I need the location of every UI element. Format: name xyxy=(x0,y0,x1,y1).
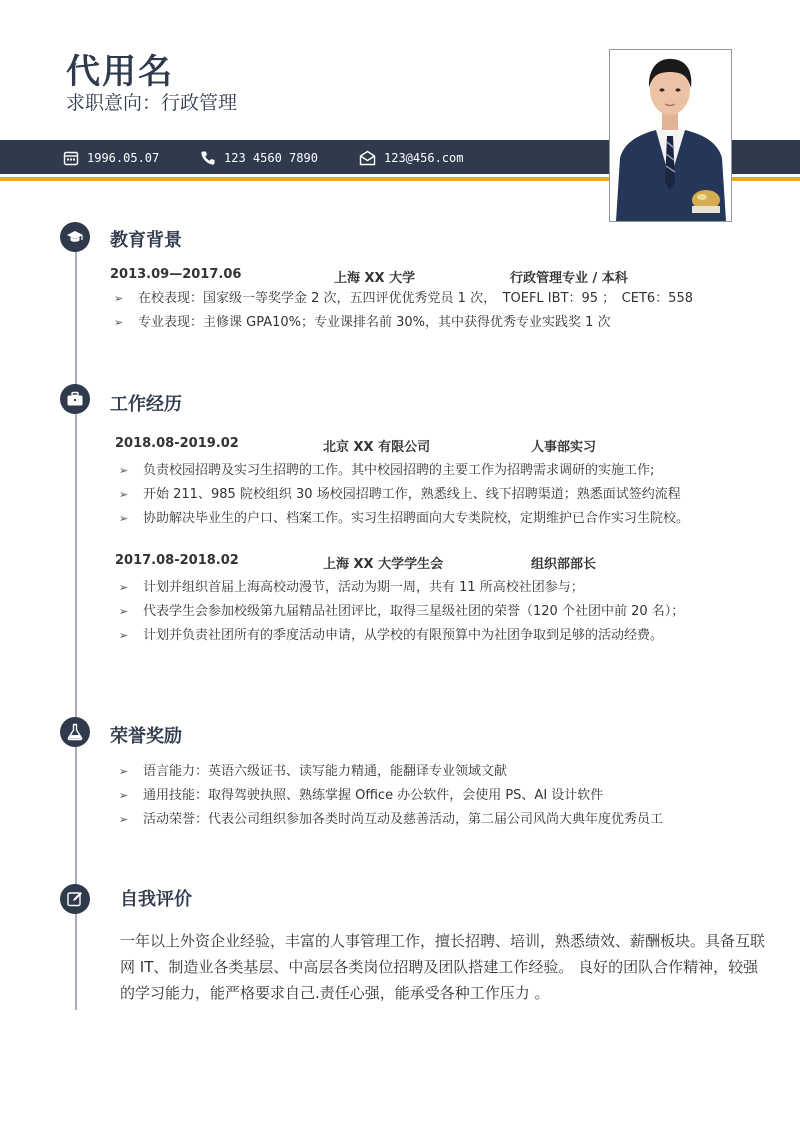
flask-icon xyxy=(66,723,84,741)
awards-list xyxy=(115,760,663,832)
job-row xyxy=(115,436,596,455)
education-row xyxy=(110,267,628,286)
education-school: 上海 XX 大学 xyxy=(334,271,416,286)
job-intent: 求职意向：行政管理 xyxy=(66,92,238,114)
list-item: ➢ 计划并负责社团所有的季度活动申请，从学校的有限预算中为社团争取到足够的活动经费。 xyxy=(115,624,684,648)
arrow-bullet-icon: ➢ xyxy=(114,292,124,305)
job-1-list xyxy=(115,459,689,531)
graduation-cap-icon xyxy=(66,228,84,246)
section-title-awards: 荣誉奖励 xyxy=(110,726,182,747)
arrow-bullet-icon: ➢ xyxy=(119,629,129,642)
arrow-bullet-icon: ➢ xyxy=(119,512,129,525)
job-row xyxy=(115,553,596,572)
job-role: 人事部实习 xyxy=(531,440,597,455)
arrow-bullet-icon: ➢ xyxy=(119,464,129,477)
job-2-list xyxy=(115,576,684,648)
briefcase-icon xyxy=(66,390,84,408)
section-title-education: 教育背景 xyxy=(110,230,182,251)
arrow-bullet-icon: ➢ xyxy=(119,765,129,778)
education-major: 行政管理专业 / 本科 xyxy=(510,271,628,286)
section-title-self: 自我评价 xyxy=(120,889,192,910)
list-item: ➢ 活动荣誉：代表公司组织参加各类时尚互动及慈善活动，第二届公司风尚大典年度优秀员工 xyxy=(115,808,663,832)
email-text: 123@456.com xyxy=(384,151,464,165)
self-evaluation-text: 一年以上外资企业经验，丰富的人事管理工作，擅长招聘、培训，熟悉绩效、薪酬板块。具备互联网 IT、制造业各类基层、中高层各类岗位招聘及团队搭建工作经验。 良好的团队合作精神，较强的学习能力，能严格要求自己.责任心强，能承受各种工作压力 。 xyxy=(120,932,766,1002)
mail-icon xyxy=(359,150,376,166)
profile-photo xyxy=(609,49,732,222)
arrow-bullet-icon: ➢ xyxy=(114,316,124,329)
birthdate-text: 1996.05.07 xyxy=(87,151,160,165)
list-item: ➢ 在校表现：国家级一等奖学金 2 次，五四评优优秀党员 1 次， TOEFL IBT：95 ； CET6：558 xyxy=(110,287,693,311)
list-item: ➢ 开始 211、985 院校组织 30 场校园招聘工作，熟悉线上、线下招聘渠道；熟悉面试签约流程 xyxy=(115,483,689,507)
list-item: ➢ 语言能力：英语六级证书、读写能力精通，能翻译专业领域文献 xyxy=(115,760,663,784)
arrow-bullet-icon: ➢ xyxy=(119,813,129,826)
edit-icon xyxy=(66,890,84,908)
awards-node xyxy=(60,717,90,747)
phone-text: 123 4560 7890 xyxy=(224,151,318,165)
phone-icon xyxy=(200,150,216,166)
list-item: ➢ 专业表现：主修课 GPA10%；专业课排名前 30%，其中获得优秀专业实践奖 1 次 xyxy=(110,311,693,335)
contact-birthdate xyxy=(63,149,159,167)
contact-phone xyxy=(200,149,318,167)
education-date: 2013.09—2017.06 xyxy=(110,267,242,282)
calendar-icon xyxy=(63,150,79,166)
arrow-bullet-icon: ➢ xyxy=(119,789,129,802)
list-item: ➢ 计划并组织首届上海高校动漫节，活动为期一周，共有 11 所高校社团参与； xyxy=(115,576,684,600)
section-title-work: 工作经历 xyxy=(110,394,182,415)
list-item: ➢ 负责校园招聘及实习生招聘的工作。其中校园招聘的主要工作为招聘需求调研的实施工作; xyxy=(115,459,689,483)
education-list xyxy=(110,287,693,335)
job-org: 北京 XX 有限公司 xyxy=(323,440,431,455)
arrow-bullet-icon: ➢ xyxy=(119,488,129,501)
self-eval-node xyxy=(60,884,90,914)
list-item: ➢ 协助解决毕业生的户口、档案工作。实习生招聘面向大专类院校，定期维护已合作实习生院校。 xyxy=(115,507,689,531)
candidate-name: 代用名 xyxy=(66,52,174,92)
job-role: 组织部部长 xyxy=(531,557,597,572)
contact-email xyxy=(359,149,463,167)
arrow-bullet-icon: ➢ xyxy=(119,581,129,594)
job-date: 2017.08-2018.02 xyxy=(115,553,239,568)
job-org: 上海 XX 大学学生会 xyxy=(323,557,444,572)
list-item: ➢ 通用技能：取得驾驶执照、熟练掌握 Office 办公软件，会使用 PS、AI 设计软件 xyxy=(115,784,663,808)
list-item: ➢ 代表学生会参加校级第九届精品社团评比，取得三星级社团的荣誉（120 个社团中前 20 名）； xyxy=(115,600,684,624)
education-node xyxy=(60,222,90,252)
arrow-bullet-icon: ➢ xyxy=(119,605,129,618)
job-date: 2018.08-2019.02 xyxy=(115,436,239,451)
work-node xyxy=(60,384,90,414)
